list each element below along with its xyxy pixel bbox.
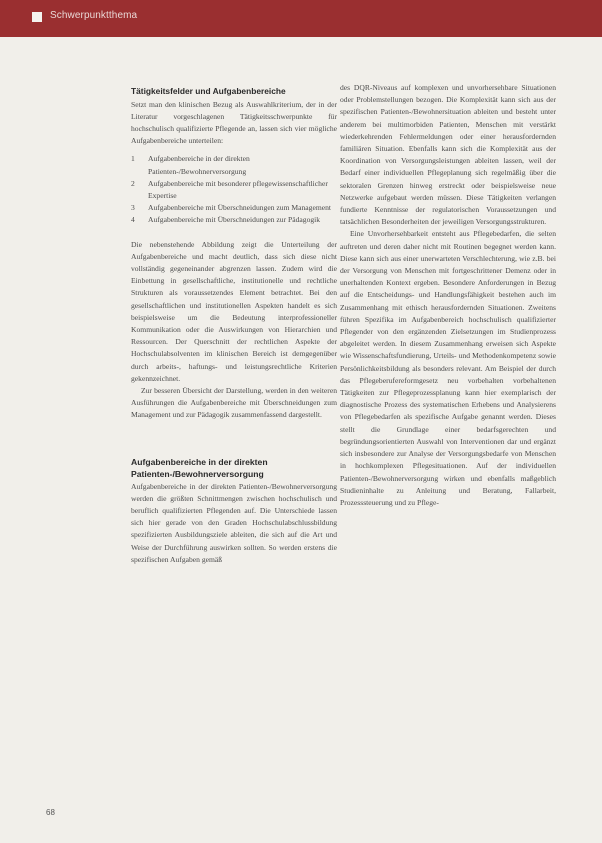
page-number: 68 xyxy=(46,808,55,817)
body-paragraph: Die nebenstehende Abbildung zeigt die Unterteilung der Aufgabenbereiche und macht deutlich, dass sich diese nicht vollständig gegeneinander abgrenzen lassen. Zudem wird die Einbettung in gesellschaftliche, institutionelle und rechtliche Strukturen als voraussetzendes Element betrachtet. Bei den gesellschaftlichen und institutionellen Aspekten handelt es sich beispielsweise um die Bedeutung interprofessioneller Kommunikation oder die Auswirkungen von Hierarchien und Ressourcen. Der Querschnitt der rechtlichen Aspekte der Hochschulabsolventen im klinischen Bereich ist demgegenüber durch arbeits-, haftungs- und leistungsrechtliche Kriterien gekennzeichnet. xyxy=(131,239,337,383)
header-square-icon xyxy=(32,12,42,22)
aufgabenbereiche-list xyxy=(131,153,337,226)
intro-paragraph: Setzt man den klinischen Bezug als Auswahlkriterium, der in der Literatur vorgeschlagenen Tätigkeitsschwerpunkte für hochschulisch qualifizierte Pflegende an, lassen sich vier mögliche Aufgabenbereiche unterteilen: xyxy=(131,99,337,146)
body-paragraph: des DQR-Niveaus auf komplexen und unvorhersehbare Situationen oder Problemstellungen bezogen. Die Komplexität kann sich aus der spezifischen Patienten-/Bewohnersituation ableiten und besteht unter anderem bei multimorbiden Patienten, Menschen mit verstärkt wiederkehrenden Fehlermeldungen oder einer herausfordernden familiären Situation. Ebenfalls kann sich die Komplexität aus der Koordination von Versorgungsleistungen ableiten lassen, weil der Bedarf einer individuellen Pflegeplanung sich regelmäßig über die sektoralen Grenzen hinweg erstreckt oder beispielsweise neue Netzwerke aufgebaut werden müssen. Diese Tätigkeiten verlangen fundierte Kenntnisse der regulatorischen Voraussetzungen und tatsächlichen Besonderheiten der jeweiligen Versorgungsstrukturen. xyxy=(340,83,556,227)
list-item: 4 Aufgabenbereiche mit Überschneidungen zur Pädagogik xyxy=(131,215,321,225)
left-column xyxy=(131,86,337,566)
header-bar xyxy=(0,0,602,37)
body-paragraph: Eine Unvorhersehbarkeit entsteht aus Pflegebedarfen, die selten auftreten und deren daher nicht mit Routinen begegnet werden kann. Diese kann sich aus einer unerwarteten Verschlechterung, wie z.B. bei der Versorgung von Menschen mit fortgeschrittener Demenz oder in unerhaltenden Kontext ergeben. Besondere Anforderungen in Bezug auf die Entscheidungs- und Handlungsfähigkeit bestehen auch im Zusammenhang mit ethisch herausfordernden Situationen. Zweitens führen Spezifika im Aufgabenbereich hochschulisch qualifizierter Pflegender von den ergänzenden Zielsetzungen im Studienprozess abgeleitet werden. In diesem Zusammenhang erweisen sich Aspekte wie Wissenschaftsfundierung, Urteils- und Methodenkompetenz sowie Persönlichkeitsbildung als besonders relevant. Am Beispiel der durch das Pflegeberufereformgesetz neu vorbehalten vorbehaltenen Tätigkeiten zur Pflegeprozessplanung kann hier exemplarisch der diagnostische Prozess des systematischen Erhebens und Analysierens von Pflegebedarfen als spezifische Aufgabe genannt werden. Dieses stellt die Grundlage einer bedarfsgerechten und begründungsorientierten Auswahl von Interventionen dar und ergänzt sich insbesondere zur Analyse der Versorgungsbedarfe von Menschen in hochkomplexen Pflegesituationen. Auf der individuellen Patienten-/Bewohnerversorgung wirken und ebenfalls maßgeblich Studieninhalte zu Anleitung und Beratung, Fallarbeit, Prozesssteuerung und zu Pflege- xyxy=(340,229,556,507)
list-item: 2 Aufgabenbereiche mit besonderer pflegewissenschaftlicher Expertise xyxy=(131,178,328,200)
body-paragraph: Zur besseren Übersicht der Darstellung, werden in den weiteren Ausführungen die Aufgabenbereiche mit Überschneidungen zum Management und zur Pädagogik zusammenfassend dargestellt. xyxy=(131,385,337,420)
list-item: 3 Aufgabenbereiche mit Überschneidungen zum Management xyxy=(131,203,332,213)
section-label: Schwerpunktthema xyxy=(50,10,138,21)
body-paragraph: Aufgabenbereiche in der direkten Patienten-/Bewohnerversorgung werden die größten Schnittmengen zwischen hochschulisch und beruflich qualifizierten Pflegenden auf. Die Unterschiede lassen sich hier gerade von den Graden Hochschulabschlussbildung spezifizierten Ausbildungsziele ableiten, die sich auf die Art und Weise der Durchführung auswirken sollten. So werden erstens die spezifischen Aufgaben gemäß xyxy=(131,481,337,564)
heading-direkte-versorgung: Aufgabenbereiche in der direkten Patienten-/Bewohnerversorgung xyxy=(131,456,268,479)
list-item: 1 Aufgabenbereiche in der direkten Patienten-/Bewohnerversorgung xyxy=(131,154,250,176)
right-column xyxy=(340,82,556,509)
heading-taetigkeitsfelder: Tätigkeitsfelder und Aufgabenbereiche xyxy=(131,86,286,96)
